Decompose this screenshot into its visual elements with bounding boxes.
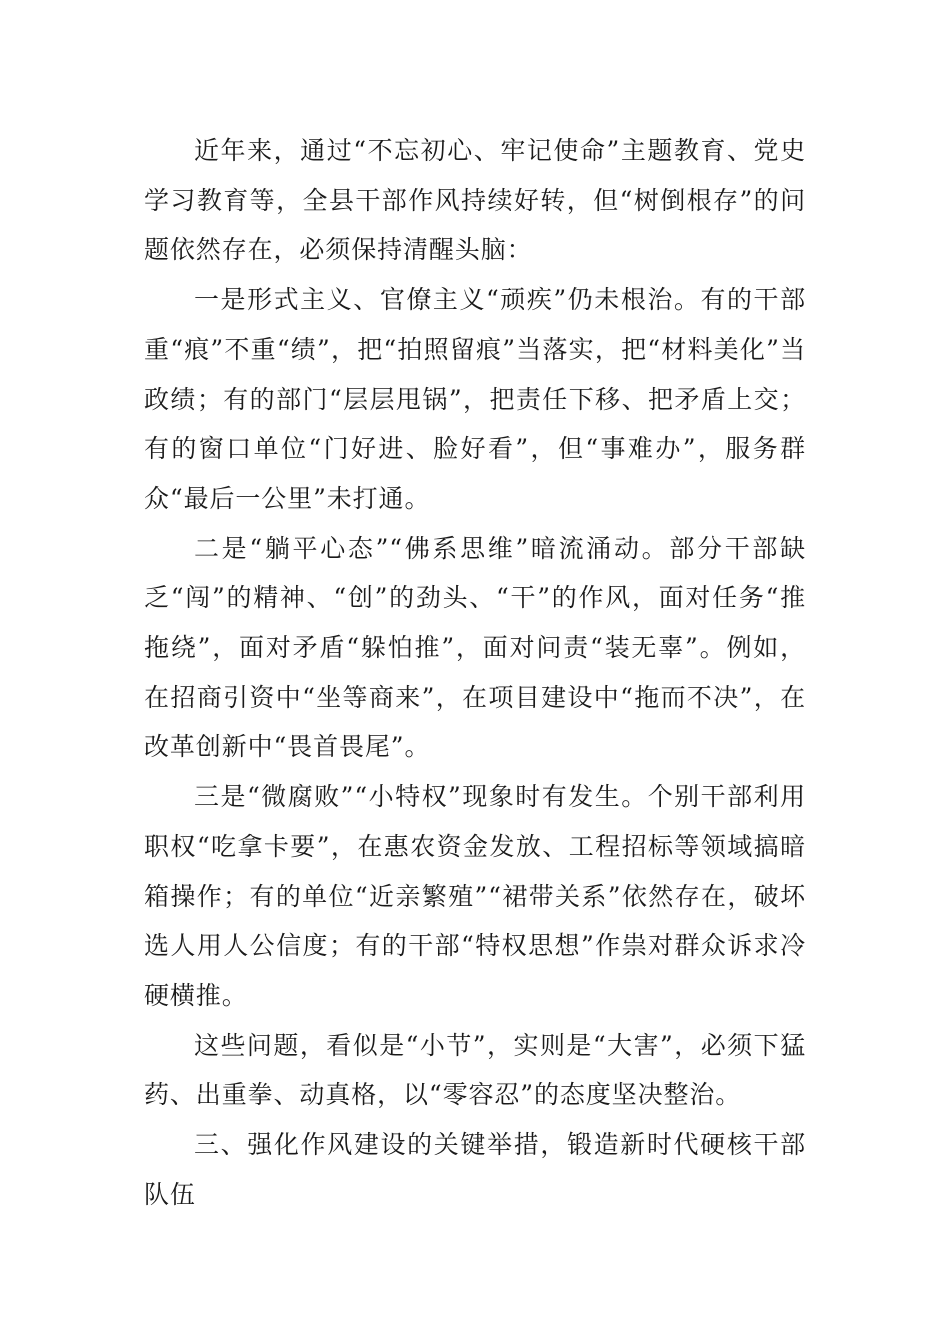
paragraph-conclusion: 这些问题，看似是“小节”，实则是“大害”，必须下猛药、出重拳、动真格，以“零容忍”的态度坚决整治。 (144, 1030, 806, 1110)
paragraph-intro: 近年来，通过“不忘初心、牢记使命”主题教育、党史学习教育等，全县干部作风持续好转，但“树倒根存”的问题依然存在，必须保持清醒头脑： (144, 136, 806, 265)
paragraph-lying-flat: 二是“躺平心态”“佛系思维”暗流涌动。部分干部缺乏“闯”的精神、“创”的劲头、“干”的作风，面对任务“推拖绕”，面对矛盾“躲怕推”，面对问责“装无辜”。例如，在招商引资中“坐等商来”，在项目建设中“拖而不决”，在改革创新中“畏首畏尾”。 (144, 533, 806, 762)
section-heading: 三、强化作风建设的关键举措，锻造新时代硬核干部队伍 (144, 1130, 806, 1209)
paragraph-micro-corruption: 三是“微腐败”“小特权”现象时有发生。个别干部利用职权“吃拿卡要”，在惠农资金发放、工程招标等领域搞暗箱操作；有的单位“近亲繁殖”“裙带关系”依然存在，破坏选人用人公信度；有的干部“特权思想”作祟对群众诉求冷硬横推。 (144, 782, 806, 1010)
document-body (144, 126, 806, 1219)
paragraph-formalism: 一是形式主义、官僚主义“顽疾”仍未根治。有的干部重“痕”不重“绩”，把“拍照留痕”当落实，把“材料美化”当政绩；有的部门“层层甩锅”，把责任下移、把矛盾上交；有的窗口单位“门好进、脸好看”，但“事难办”，服务群众“最后一公里”未打通。 (144, 285, 806, 513)
